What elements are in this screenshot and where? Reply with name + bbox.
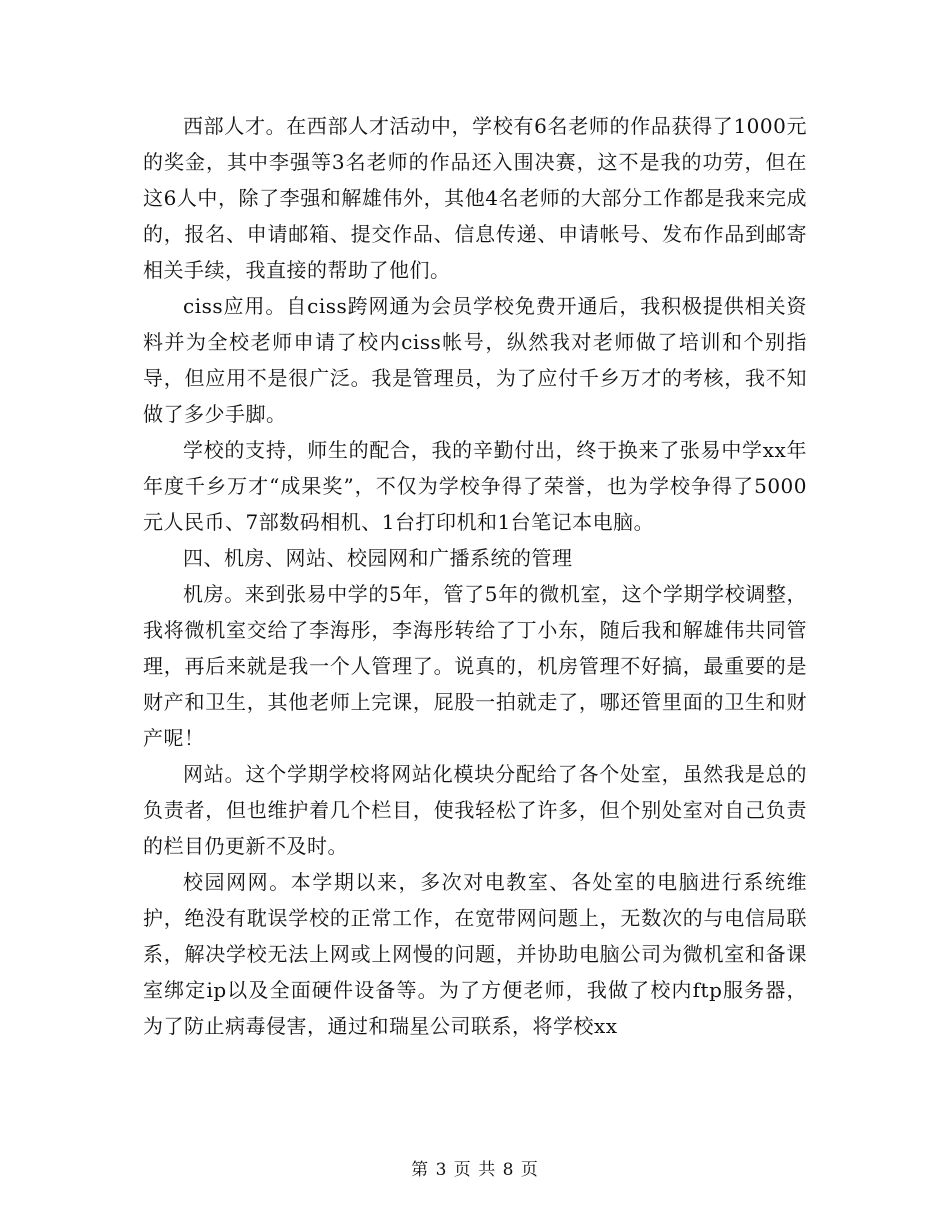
paragraph-computer-room: 机房。来到张易中学的5年，管了5年的微机室，这个学期学校调整，我将微机室交给了李海彤，李海彤转给了丁小东，随后我和解雄伟共同管理，再后来就是我一个人管理了。说真的，机房管理不好搞，最重要的是财产和卫生，其他老师上完课，屁股一拍就走了，哪还管里面的卫生和财产呢！ bbox=[143, 582, 807, 750]
section-heading-management: 四、机房、网站、校园网和广播系统的管理 bbox=[183, 546, 573, 570]
document-body bbox=[143, 108, 807, 1044]
paragraph-ciss-application: ciss应用。自ciss跨网通为会员学校免费开通后，我积极提供相关资料并为全校老师申请了校内ciss帐号，纵然我对老师做了培训和个别指导，但应用不是很广泛。我是管理员，为了应付千乡万才的考核，我不知做了多少手脚。 bbox=[143, 294, 807, 426]
paragraph-campus-network: 校园网网。本学期以来，多次对电教室、各处室的电脑进行系统维护，绝没有耽误学校的正常工作，在宽带网问题上，无数次的与电信局联系，解决学校无法上网或上网慢的问题，并协助电脑公司为微机室和备课室绑定ip以及全面硬件设备等。为了方便老师，我做了校内ftp服务器，为了防止病毒侵害，通过和瑞星公司联系，将学校xx bbox=[143, 870, 807, 1038]
paragraph-western-talent: 西部人才。在西部人才活动中，学校有6名老师的作品获得了1000元的奖金，其中李强等3名老师的作品还入围决赛，这不是我的功劳，但在这6人中，除了李强和解雄伟外，其他4名老师的大部分工作都是我来完成的，报名、申请邮箱、提交作品、信息传递、申请帐号、发布作品到邮寄相关手续，我直接的帮助了他们。 bbox=[143, 114, 807, 282]
paragraph-website: 网站。这个学期学校将网站化模块分配给了各个处室，虽然我是总的负责者，但也维护着几个栏目，使我轻松了许多，但个别处室对自己负责的栏目仍更新不及时。 bbox=[143, 762, 807, 858]
paragraph-school-support: 学校的支持，师生的配合，我的辛勤付出，终于换来了张易中学xx年年度千乡万才“成果奖”，不仅为学校争得了荣誉，也为学校争得了5000元人民币、7部数码相机、1台打印机和1台笔记本电脑。 bbox=[143, 438, 807, 534]
page-number-footer: 第 3 页 共 8 页 bbox=[411, 1160, 539, 1180]
